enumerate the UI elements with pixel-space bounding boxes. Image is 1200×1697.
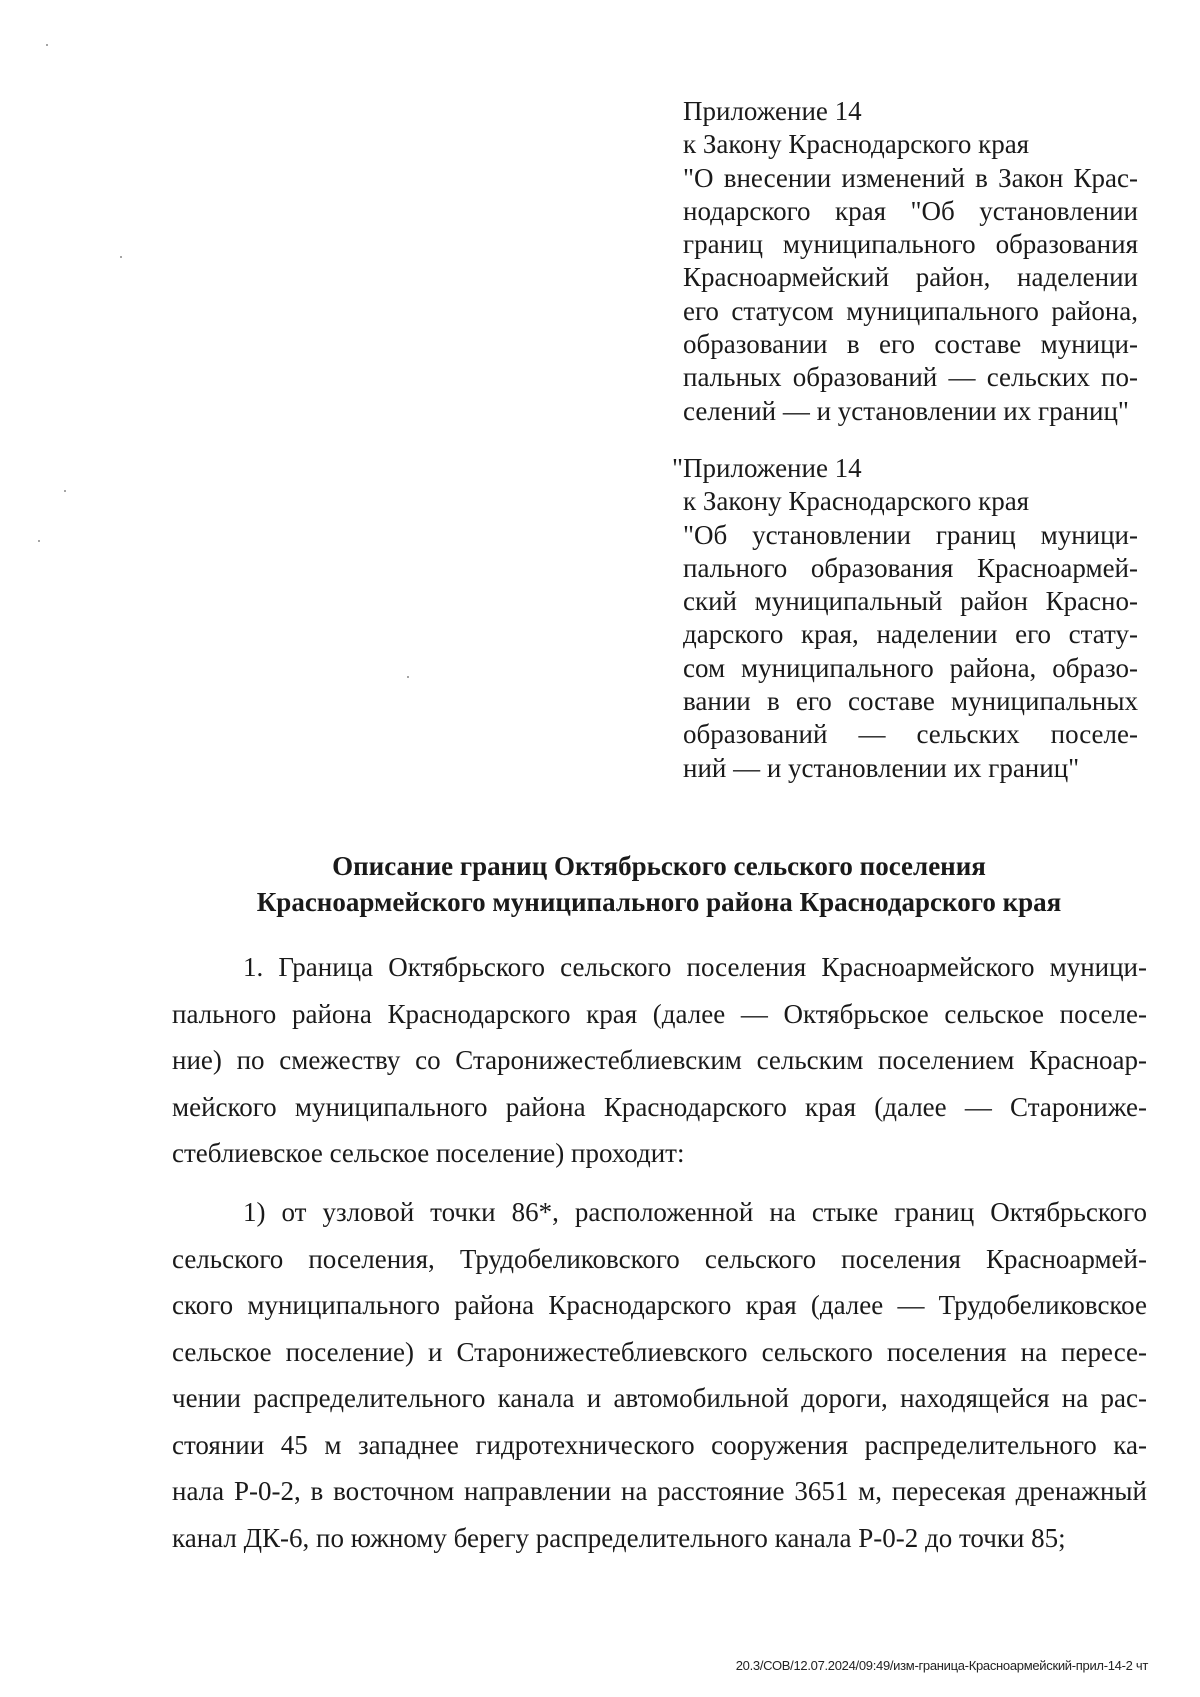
scan-speck	[120, 256, 122, 258]
appendix-2-line: "Об установлении границ муници-	[683, 519, 1138, 550]
appendix-2-line: ний — и установлении их границ"	[683, 752, 1080, 783]
appendix-1-line: к Закону Краснодарского края	[683, 129, 1030, 160]
appendix-2-line: сом муниципального района, образо-	[683, 652, 1138, 683]
scan-speck	[407, 676, 409, 678]
paragraph-line: ского муниципального района Краснодарского края (далее — Трудобеликовское	[172, 1290, 1147, 1320]
paragraph-line: мейского муниципального района Краснодарского края (далее — Старониже-	[172, 1091, 1147, 1122]
title-line-1: Описание границ Октябрьского сельского поселения	[332, 851, 986, 881]
paragraph-line: 1. Граница Октябрьского сельского поселения Красноармейского муници-	[243, 952, 1147, 982]
paragraph-line: стоянии 45 м западнее гидротехнического сооружения распределительного ка-	[172, 1429, 1147, 1460]
appendix-2-line: вании в его составе муниципальных	[683, 686, 1138, 717]
appendix-1-line: образовании в его составе муници-	[683, 329, 1138, 360]
paragraph-line: чении распределительного канала и автомобильной дороги, находящейся на рас-	[172, 1383, 1147, 1413]
appendix-header-2	[672, 452, 1138, 785]
appendix-1-line: Красноармейский район, наделении	[683, 262, 1138, 293]
appendix-2-line: образований — сельских поселе-	[683, 719, 1138, 750]
paragraph-line: сельское поселение) и Старонижестеблиевского сельского поселения на пересе-	[172, 1336, 1147, 1367]
paragraph-line: пального района Краснодарского края (далее — Октябрьское сельское поселе-	[172, 998, 1147, 1029]
scan-speck	[38, 540, 40, 542]
paragraph-line: сельского поселения, Трудобеликовского сельского поселения Красноармей-	[172, 1243, 1147, 1274]
scan-speck	[46, 44, 48, 46]
appendix-1-line: нодарского края "Об установлении	[683, 195, 1138, 226]
paragraph-line: канал ДК-6, по южному берегу распределительного канала Р-0-2 до точки 85;	[172, 1522, 1066, 1553]
appendix-1-line: "О внесении изменений в Закон Крас-	[683, 162, 1138, 193]
paragraph-line: 1) от узловой точки 86*, расположенной на стыке границ Октябрьского	[243, 1197, 1147, 1227]
appendix-1-line: его статусом муниципального района,	[683, 295, 1138, 326]
document-title	[170, 848, 1148, 920]
appendix-1-line: границ муниципального образования	[683, 229, 1138, 260]
appendix-2-line: к Закону Краснодарского края	[683, 486, 1030, 517]
appendix-1-line: Приложение 14	[683, 96, 862, 126]
appendix-2-line: ский муниципальный район Красно-	[683, 586, 1138, 617]
document-footer: 20.3/СОВ/12.07.2024/09:49/изм-граница-Красноармейский-прил-14-2 чт	[735, 1658, 1148, 1673]
paragraph-line: стеблиевское сельское поселение) проходит:	[172, 1138, 685, 1168]
scan-speck	[64, 490, 66, 492]
paragraph-2	[172, 1189, 1147, 1561]
appendix-2-line: пального образования Красноармей-	[683, 552, 1138, 583]
paragraph-line: ние) по смежеству со Старонижестеблиевским сельским поселением Красноар-	[172, 1045, 1147, 1075]
appendix-2-line: "Приложение 14	[672, 453, 862, 483]
title-line-2: Красноармейского муниципального района Краснодарского края	[256, 887, 1062, 917]
appendix-1-line: селений — и установлении их границ"	[683, 395, 1129, 426]
paragraph-1	[172, 944, 1147, 1177]
appendix-2-line: дарского края, наделении его стату-	[683, 619, 1138, 650]
paragraph-line: нала Р-0-2, в восточном направлении на расстояние 3651 м, пересекая дренажный	[172, 1476, 1147, 1506]
appendix-header-1	[683, 95, 1138, 428]
appendix-1-line: пальных образований — сельских по-	[683, 362, 1138, 393]
